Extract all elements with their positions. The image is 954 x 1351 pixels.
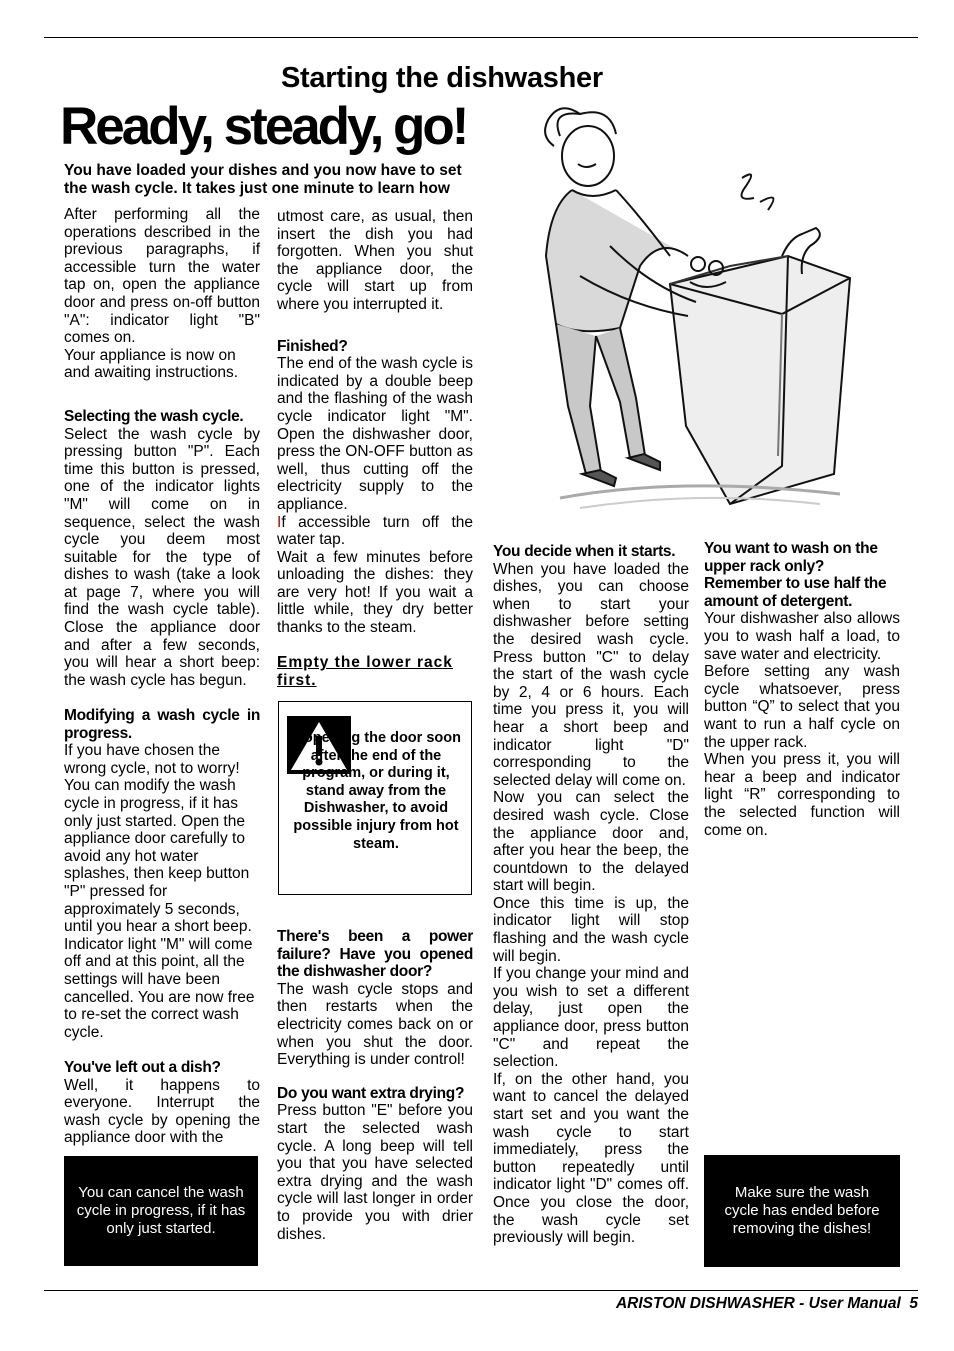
delayed-start-text-3: Once this time is up, the indicator light will stop flashing and the wash cycle will begin. <box>493 894 689 965</box>
extra-drying-text: Press button "E" before you start the selected wash cycle. A long beep will tell you that you have selected extra drying and the wash cycle will last longer in order to provide you with drier dishes. <box>277 1102 473 1243</box>
column-2 <box>277 208 473 689</box>
heading-extra-drying: Do you want extra drying? <box>277 1084 465 1102</box>
column-1 <box>64 206 260 1147</box>
heading-left-out-dish: You've left out a dish? <box>64 1058 221 1076</box>
footer-page-label: ARISTON DISHWASHER - User Manual 5 <box>615 1295 918 1312</box>
half-load-text-3: When you press it, you will hear a beep and indicator light “R” corresponding to the selected function will come on. <box>704 751 900 839</box>
wait-text: Wait a few minutes before unloading the dishes: they are very hot! If you wait a little while, they dry better thanks to the steam. <box>277 548 473 637</box>
cancel-cycle-note-box <box>64 1156 258 1266</box>
page-title: Ready, steady, go! <box>60 97 467 156</box>
turn-off-tap-text: If accessible turn off the water tap. <box>277 513 473 549</box>
half-load-text-1: Your dishwasher also allows you to wash half a load, to save water and electricity. <box>704 610 900 663</box>
selecting-wash-cycle-text: Select the wash cycle by pressing button "P". Each time this button is pressed, one of the indicator lights "M" will come on in sequence, select the wash cycle you deem most suitable for the type of dishes to wash (take a look at page 7, where you will find the wash cycle table). Close the appliance door and after a few seconds, you will hear a short beep: the wash cycle has begun. <box>64 425 260 689</box>
heading-power-failure: There's been a power failure? Have you opened the dishwasher door? <box>277 928 473 981</box>
cancel-cycle-note: You can cancel the wash cycle in progress, if it has only just started. <box>76 1184 246 1237</box>
heading-finished: Finished? <box>277 337 348 355</box>
left-out-dish-text: Well, it happens to everyone. Interrupt the wash cycle by opening the appliance door with the <box>64 1076 260 1147</box>
cycle-ended-note: Make sure the wash cycle has ended before removing the dishes! <box>724 1184 880 1237</box>
column-2-lower <box>277 928 473 1243</box>
bottom-rule <box>44 1290 918 1291</box>
col1-status-paragraph: Your appliance is now on and awaiting instructions. <box>64 346 239 382</box>
delayed-start-text-5: If, on the other hand, you want to cancel the delayed start set and you want the wash cycle to start immediately, press the button repeatedly until indicator light "D" comes off. Once you close the door, the wash cycle set previously will begin. <box>493 1070 689 1247</box>
heading-delayed-start: You decide when it starts. <box>493 543 676 560</box>
intro-text: You have loaded your dishes and you now have to set the wash cycle. It takes just one minute to learn how <box>64 162 462 197</box>
hot-steam-warning-box <box>278 701 472 895</box>
warning-text: If opening the door soon after the end of the program, or during it, stand away from the Dishwasher, to avoid possible injury from hot steam. <box>291 730 461 852</box>
delayed-start-text-2: Now you can select the desired wash cycle. Close the appliance door and, after you hear the beep, the countdown to the delayed start will begin. <box>493 789 689 895</box>
heading-modifying-wash-cycle: Modifying a wash cycle in progress. <box>64 707 260 742</box>
column-3 <box>493 543 689 1247</box>
top-rule <box>44 37 918 38</box>
empty-lower-rack-first: Empty the lower rack first. <box>277 654 453 689</box>
finished-text: The end of the wash cycle is indicated by a double beep and the flashing of the wash cycle indicator light "M". Open the dishwasher door, press the ON-OFF button as well, thus cutting off the electricity supply to the appliance. <box>277 355 473 513</box>
modifying-wash-cycle-text: If you have chosen the wrong cycle, not to worry! You can modify the wash cycle in progress, if it has only just started. Open the appliance door carefully to avoid any hot water splashes, then keep button "P" pressed for approximately 5 seconds, until you hear a short beep. Indicator light "M" will come off and at this point, all the settings will have been cancelled. You are now free to re-set the correct wash cycle. <box>64 742 255 1041</box>
cycle-ended-note-box <box>704 1155 900 1267</box>
heading-selecting-wash-cycle: Selecting the wash cycle. <box>64 407 244 425</box>
page-subtitle: Starting the dishwasher <box>281 62 603 94</box>
half-load-text-2: Before setting any wash cycle whatsoever, press button “Q” to select that you want to run a half cycle on the upper rack. <box>704 663 900 751</box>
delayed-start-text-4: If you change your mind and you wish to set a different delay, just open the appliance door, press button "C" and repeat the selection. <box>493 965 689 1071</box>
power-failure-text: The wash cycle stops and then restarts when the electricity comes back on or when you shut the door. Everything is under control! <box>277 980 473 1069</box>
dishwasher-illustration <box>520 106 872 518</box>
col2-continued-text: utmost care, as usual, then insert the dish you had forgotten. When you shut the appliance door, the cycle will start up from where you interrupted it. <box>277 208 473 313</box>
heading-half-load: You want to wash on the upper rack only? Remember to use half the amount of detergent. <box>704 540 887 610</box>
drop-cap-i: I <box>277 513 282 531</box>
col1-intro-paragraph: After performing all the operations described in the previous paragraphs, if accessible turn the water tap on, open the appliance door and press on-off button "A": indicator light "B" comes on. <box>64 206 260 347</box>
delayed-start-text-1: When you have loaded the dishes, you can choose when to start your dishwasher before setting the desired wash cycle. Press button "C" to delay the start of the wash cycle by 2, 4 or 6 hours. Each time you press it, you will hear a short beep and indicator light "D" corresponding to the selected delay will come on. <box>493 560 689 789</box>
column-4 <box>704 540 900 839</box>
